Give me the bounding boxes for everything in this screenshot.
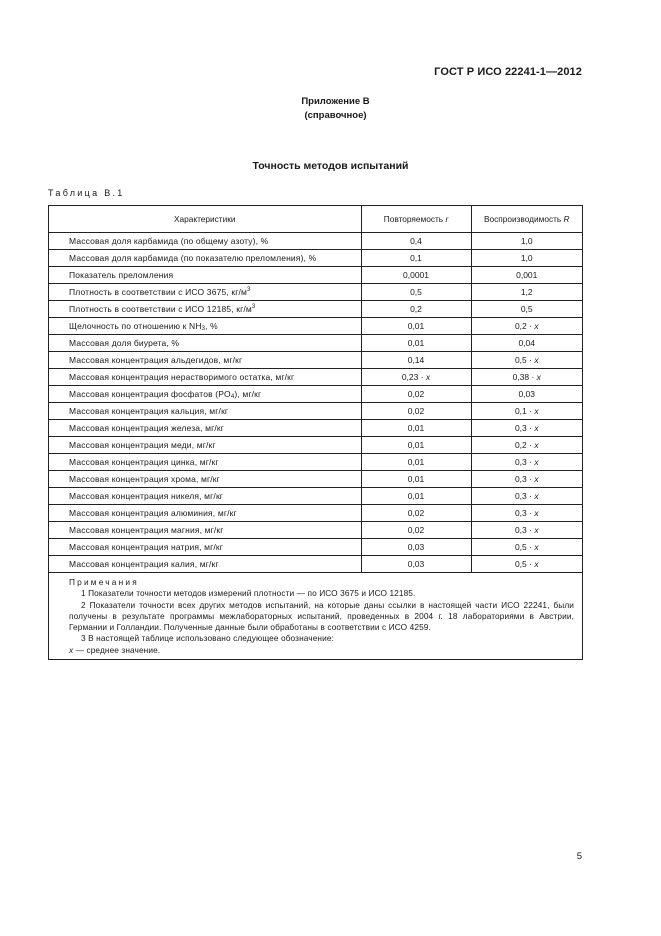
row-characteristic: Массовая концентрация нерастворимого остатка, мг/кг	[49, 369, 361, 386]
row-reproducibility: 0,04	[471, 335, 582, 352]
row-characteristic: Щелочность по отношению к $NH_3$, %	[49, 318, 361, 335]
page-number: 5	[576, 851, 582, 862]
row-repeatability: 0,1	[361, 250, 471, 267]
table-row	[49, 386, 582, 403]
row-reproducibility: 0,3 · x	[471, 522, 582, 539]
row-repeatability: 0,03	[361, 539, 471, 556]
notes-heading: Примечания	[69, 577, 139, 587]
header-repeatability: Повторяемость r	[361, 206, 471, 233]
row-characteristic: Массовая доля биурета, %	[49, 335, 361, 352]
row-reproducibility: 0,1 · x	[471, 403, 582, 420]
appendix-type: (справочное)	[304, 110, 367, 121]
row-reproducibility: 1,0	[471, 250, 582, 267]
row-reproducibility: 0,5 · x	[471, 352, 582, 369]
row-repeatability: 0,03	[361, 556, 471, 573]
table-row	[49, 318, 582, 335]
row-characteristic: Массовая концентрация цинка, мг/кг	[49, 454, 361, 471]
row-characteristic: Массовая концентрация магния, мг/кг	[49, 522, 361, 539]
table-header-row	[49, 206, 582, 233]
row-repeatability: 0,14	[361, 352, 471, 369]
row-reproducibility: 0,38 · x	[471, 369, 582, 386]
row-reproducibility: 0,03	[471, 386, 582, 403]
row-characteristic: Массовая концентрация натрия, мг/кг	[49, 539, 361, 556]
row-repeatability: 0,0001	[361, 267, 471, 284]
header-reproducibility: Воспроизводимость R	[471, 206, 582, 233]
row-characteristic: Массовая концентрация фосфатов $(PO_4)$, мг/кг	[49, 386, 361, 403]
row-characteristic: Массовая концентрация никеля, мг/кг	[49, 488, 361, 505]
row-characteristic: Массовая концентрация калия, мг/кг	[49, 556, 361, 573]
row-characteristic: Массовая концентрация меди, мг/кг	[49, 437, 361, 454]
table-row	[49, 369, 582, 386]
row-repeatability: 0,4	[361, 233, 471, 250]
row-reproducibility: 0,3 · x	[471, 471, 582, 488]
row-repeatability: 0,01	[361, 420, 471, 437]
table-row	[49, 233, 582, 250]
notes-block	[49, 573, 582, 656]
table-row	[49, 522, 582, 539]
appendix-heading	[0, 95, 661, 123]
table-row	[49, 403, 582, 420]
table-row	[49, 352, 582, 369]
row-repeatability: 0,2	[361, 301, 471, 318]
table-row	[49, 471, 582, 488]
row-repeatability: 0,01	[361, 318, 471, 335]
table-label: Таблица В.1	[48, 188, 125, 198]
table-row	[49, 250, 582, 267]
precision-table	[49, 206, 582, 573]
row-reproducibility: 0,2 · x	[471, 437, 582, 454]
row-reproducibility: 0,5 · x	[471, 539, 582, 556]
row-characteristic: Массовая концентрация альдегидов, мг/кг	[49, 352, 361, 369]
row-characteristic: Массовая концентрация алюминия, мг/кг	[49, 505, 361, 522]
row-reproducibility: 0,5 · x	[471, 556, 582, 573]
row-repeatability: 0,01	[361, 437, 471, 454]
note-item: 1 Показатели точности методов измерений плотности — по ИСО 3675 и ИСО 12185.	[81, 588, 416, 599]
row-repeatability: 0,02	[361, 522, 471, 539]
row-characteristic: Массовая доля карбамида (по общему азоту), %	[49, 233, 361, 250]
table-row	[49, 505, 582, 522]
row-reproducibility: 0,3 · x	[471, 420, 582, 437]
appendix-title: Приложение В	[301, 96, 370, 107]
table-row	[49, 488, 582, 505]
row-characteristic: Массовая концентрация кальция, мг/кг	[49, 403, 361, 420]
row-reproducibility: 1,0	[471, 233, 582, 250]
row-reproducibility: 0,3 · x	[471, 505, 582, 522]
row-repeatability: 0,01	[361, 488, 471, 505]
table-row	[49, 335, 582, 352]
row-reproducibility: 0,3 · x	[471, 488, 582, 505]
table-row	[49, 437, 582, 454]
note-item: 2 Показатели точности всех других методов испытаний, на которые даны ссылки в настоящей части ИСО 22241, были получены в результате программы межлабораторных испытаний, проведенных в 2004 г. 18 лабораториями в Австрии, Германии и Голландии. Полученные данные были обработаны в соответствии с ИСО 4259.	[69, 599, 574, 633]
table-row	[49, 556, 582, 573]
table-body	[49, 233, 582, 573]
row-characteristic: Плотность в соответствии с ИСО 12185, $кг/м^3$	[49, 301, 361, 318]
row-characteristic: Массовая доля карбамида (по показателю преломления), %	[49, 250, 361, 267]
row-reproducibility: 0,3 · x	[471, 454, 582, 471]
row-characteristic: Плотность в соответствии с ИСО 3675, $кг/м^3$	[49, 284, 361, 301]
table-row	[49, 454, 582, 471]
table-row	[49, 420, 582, 437]
row-reproducibility: 0,001	[471, 267, 582, 284]
row-repeatability: 0,23 · x	[361, 369, 471, 386]
row-reproducibility: 1,2	[471, 284, 582, 301]
header-characteristic: Характеристики	[49, 206, 361, 233]
table-row	[49, 301, 582, 318]
table-frame	[48, 205, 583, 660]
row-repeatability: 0,02	[361, 505, 471, 522]
standard-id: ГОСТ Р ИСО 22241-1—2012	[434, 66, 582, 78]
note-item: 3 В настоящей таблице использовано следующее обозначение:	[81, 633, 334, 644]
table-row	[49, 539, 582, 556]
row-reproducibility: 0,2 · x	[471, 318, 582, 335]
row-reproducibility: 0,5	[471, 301, 582, 318]
section-title: Точность методов испытаний	[252, 160, 409, 172]
row-repeatability: 0,02	[361, 403, 471, 420]
table-row	[49, 267, 582, 284]
note-symbol-definition: x — среднее значение.	[69, 644, 161, 655]
row-characteristic: Показатель преломления	[49, 267, 361, 284]
row-repeatability: 0,5	[361, 284, 471, 301]
row-repeatability: 0,01	[361, 471, 471, 488]
row-characteristic: Массовая концентрация хрома, мг/кг	[49, 471, 361, 488]
row-repeatability: 0,02	[361, 386, 471, 403]
row-repeatability: 0,01	[361, 454, 471, 471]
row-repeatability: 0,01	[361, 335, 471, 352]
table-row	[49, 284, 582, 301]
row-characteristic: Массовая концентрация железа, мг/кг	[49, 420, 361, 437]
